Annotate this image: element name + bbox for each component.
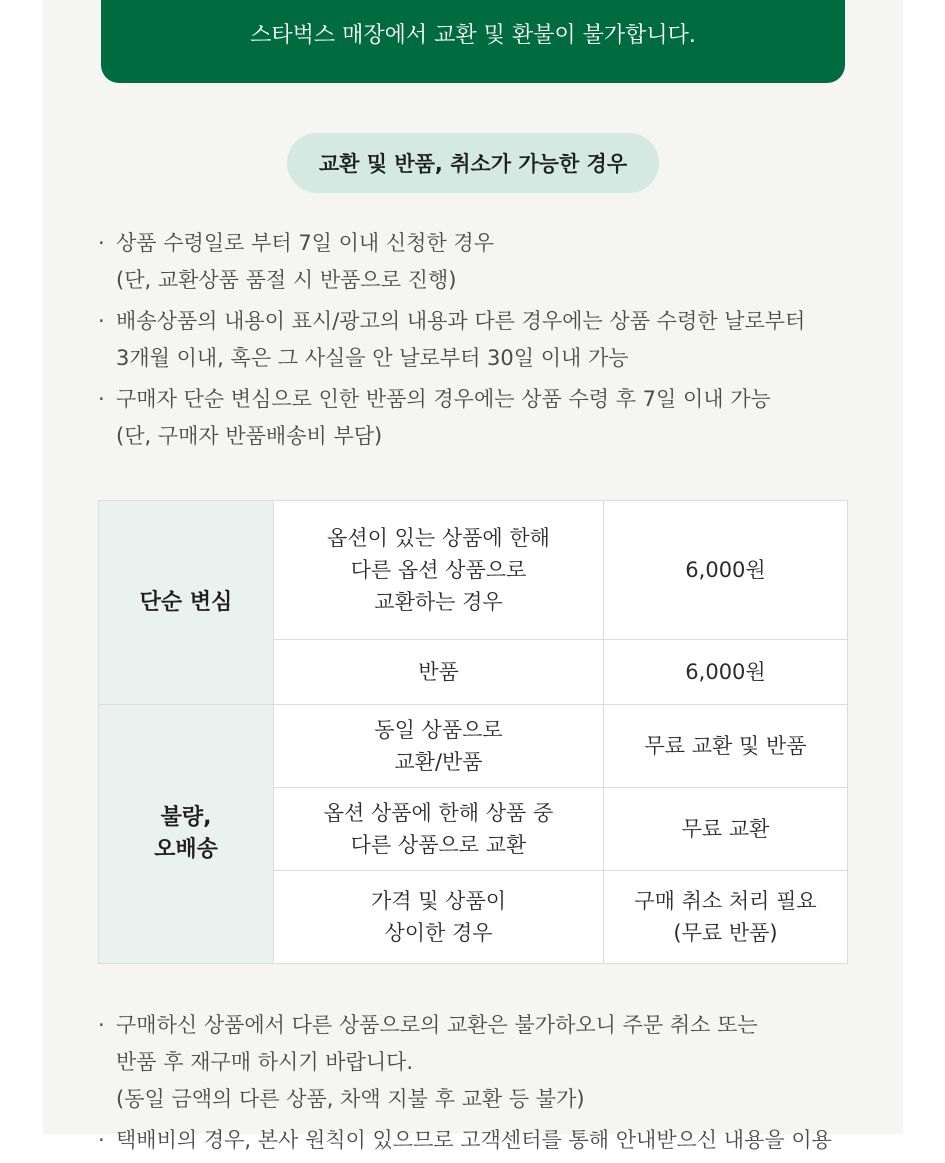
case-line: 교환/반품 [394,750,483,774]
list-item [98,1007,858,1118]
list-item [98,1122,858,1159]
list-item [98,225,858,299]
fee-cell [604,871,848,964]
case-line: 다른 상품으로 교환 [350,833,527,857]
restriction-list [98,1007,858,1163]
fee-cell: 6,000원 [604,640,848,705]
list-item-line: · 택배비의 경우, 본사 원칙이 있으므로 고객센터를 통해 안내받으신 내용을 이용 [116,1128,832,1152]
case-line: 옵션 상품에 한해 상품 중 [323,801,554,825]
exchange-policy-panel [43,0,903,1152]
notice-line-1 [101,0,845,6]
list-item-line: 반품 후 재구매 하시기 바랍니다. [116,1050,414,1074]
notice-banner [101,0,845,83]
fee-cell: 무료 교환 및 반품 [604,705,848,788]
case-cell [274,501,604,640]
case-cell: 반품 [274,640,604,705]
fee-line: 구매 취소 처리 필요 [634,889,817,913]
case-line: 가격 및 상품이 [370,889,507,913]
list-item-line: (단, 구매자 반품배송비 부담) [116,424,383,448]
notice-line-2: 스타벅스 매장에서 교환 및 환불이 불가합니다. [250,23,696,48]
fee-line: (무료 반품) [673,921,778,945]
case-line: 상이한 경우 [384,921,493,945]
case-cell [274,705,604,788]
list-item-line: · 배송상품의 내용이 표시/광고의 내용과 다른 경우에는 상품 수령한 날로부터 [116,309,806,333]
list-item [98,303,858,377]
table-row [99,705,848,788]
case-cell [274,788,604,871]
category-line: 오배송 [154,837,218,862]
category-cell: 단순 변심 [99,501,274,705]
section-title-pill: 교환 및 반품, 취소가 가능한 경우 [287,133,659,193]
list-item-line: · 구매하신 상품에서 다른 상품으로의 교환은 불가하오니 주문 취소 또는 [116,1013,758,1037]
shipping-fee-table [98,500,848,964]
case-line: 교환하는 경우 [374,590,503,614]
case-line: 동일 상품으로 [374,718,503,742]
fee-cell: 무료 교환 [604,788,848,871]
list-item-line: · 상품 수령일로 부터 7일 이내 신청한 경우 [116,231,494,255]
list-item-line: 3개월 이내, 혹은 그 사실을 안 날로부터 30일 이내 가능 [116,346,629,370]
category-line: 불량, [160,805,212,830]
eligibility-list [98,225,858,459]
case-line: 다른 옵션 상품으로 [350,558,527,582]
category-cell [99,705,274,964]
case-line: 옵션이 있는 상품에 한해 [327,526,550,550]
list-item-line: (단, 교환상품 품절 시 반품으로 진행) [116,268,457,292]
table-row [99,501,848,640]
case-cell [274,871,604,964]
list-item-line: · 구매자 단순 변심으로 인한 반품의 경우에는 상품 수령 후 7일 이내 가능 [116,387,771,411]
fee-cell: 6,000원 [604,501,848,640]
list-item [98,381,858,455]
list-item-line: (동일 금액의 다른 상품, 차액 지불 후 교환 등 불가) [116,1087,585,1111]
